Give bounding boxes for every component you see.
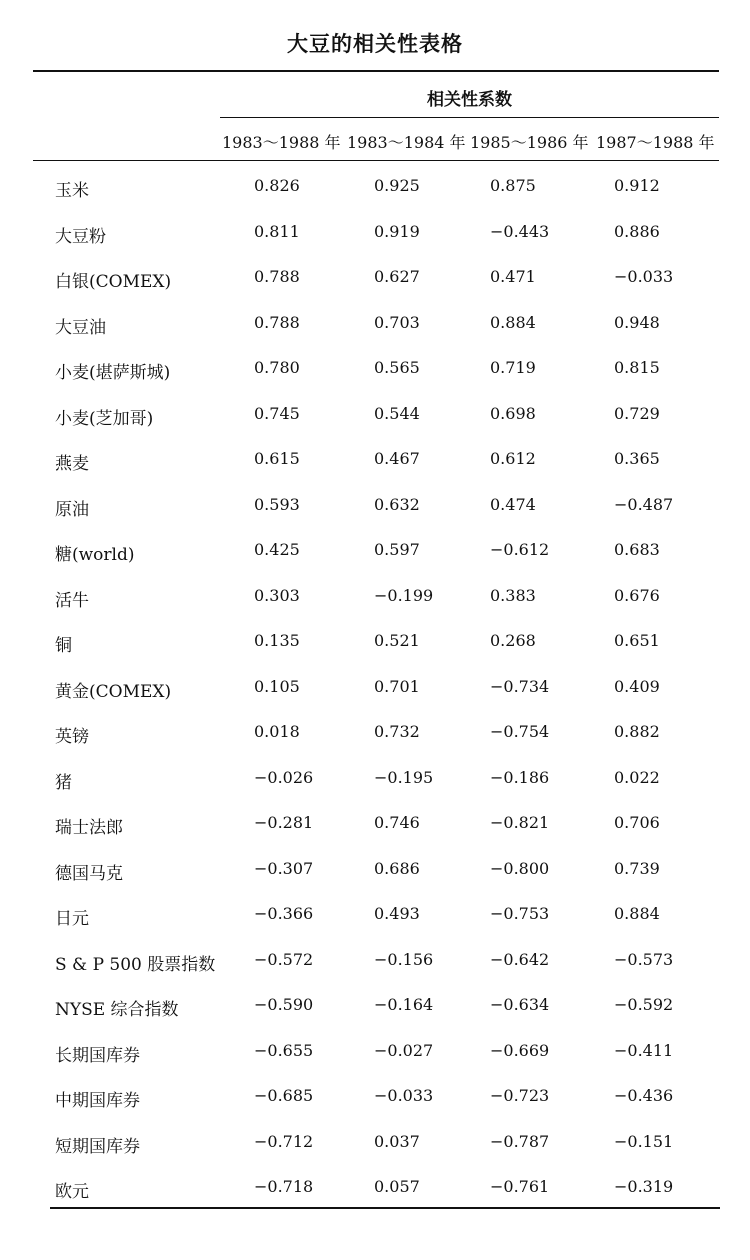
table-row bbox=[0, 892, 750, 938]
correlation-value: −0.590 bbox=[254, 995, 314, 1014]
correlation-value: 0.948 bbox=[614, 312, 660, 332]
correlation-value: 0.826 bbox=[254, 176, 300, 195]
correlation-value: −0.787 bbox=[490, 1131, 550, 1151]
row-label: 德国马克 bbox=[55, 863, 123, 884]
correlation-value: 0.615 bbox=[254, 449, 300, 468]
correlation-value: 0.703 bbox=[374, 312, 420, 332]
correlation-value: 0.105 bbox=[254, 676, 300, 696]
table-row bbox=[0, 847, 750, 893]
correlation-value: −0.754 bbox=[490, 722, 550, 741]
row-label: 长期国库券 bbox=[55, 1045, 140, 1066]
correlation-value: 0.593 bbox=[254, 494, 300, 514]
correlation-value: −0.281 bbox=[254, 813, 314, 832]
correlation-value: −0.712 bbox=[254, 1131, 314, 1151]
correlation-value: −0.307 bbox=[254, 858, 314, 878]
table-row bbox=[0, 1165, 750, 1211]
row-label: 短期国库券 bbox=[55, 1136, 140, 1157]
row-label: 糖(world) bbox=[55, 545, 135, 565]
table-row bbox=[0, 938, 750, 984]
correlation-value: −0.027 bbox=[374, 1040, 434, 1060]
table-row bbox=[0, 665, 750, 711]
correlation-value: −0.655 bbox=[254, 1040, 314, 1060]
row-label: 小麦(堪萨斯城) bbox=[55, 363, 171, 383]
correlation-value: 0.686 bbox=[374, 858, 420, 878]
correlation-value: 0.057 bbox=[374, 1177, 420, 1196]
correlation-value: 0.729 bbox=[614, 403, 660, 423]
table-row bbox=[0, 255, 750, 301]
correlation-value: 0.719 bbox=[490, 358, 536, 377]
correlation-value: 0.474 bbox=[490, 494, 536, 514]
correlation-value: 0.745 bbox=[254, 403, 300, 423]
correlation-value: 0.683 bbox=[614, 540, 660, 559]
correlation-value: −0.669 bbox=[490, 1040, 550, 1060]
correlation-value: −0.319 bbox=[614, 1177, 674, 1196]
table-row bbox=[0, 392, 750, 438]
correlation-value: 0.037 bbox=[374, 1131, 420, 1151]
correlation-value: 0.135 bbox=[254, 631, 300, 650]
correlation-value: 0.676 bbox=[614, 585, 660, 605]
correlation-value: −0.718 bbox=[254, 1177, 314, 1196]
correlation-value: 0.612 bbox=[490, 449, 536, 468]
correlation-value: −0.753 bbox=[490, 904, 550, 923]
table-row bbox=[0, 1120, 750, 1166]
top-rule bbox=[33, 70, 719, 72]
correlation-value: 0.467 bbox=[374, 449, 420, 468]
table-row bbox=[0, 574, 750, 620]
correlation-value: −0.634 bbox=[490, 995, 550, 1014]
correlation-value: −0.199 bbox=[374, 585, 434, 605]
table-row bbox=[0, 756, 750, 802]
correlation-value: 0.383 bbox=[490, 585, 536, 605]
correlation-value: −0.612 bbox=[490, 540, 550, 559]
row-label: 日元 bbox=[55, 909, 89, 929]
correlation-value: −0.821 bbox=[490, 813, 550, 832]
row-label: 欧元 bbox=[55, 1182, 89, 1202]
correlation-value: −0.033 bbox=[374, 1086, 434, 1105]
table-row bbox=[0, 210, 750, 256]
table-row bbox=[0, 710, 750, 756]
correlation-value: 0.698 bbox=[490, 403, 536, 423]
table-row bbox=[0, 983, 750, 1029]
correlation-value: −0.156 bbox=[374, 949, 434, 969]
table-body bbox=[0, 164, 750, 1211]
correlation-value: −0.366 bbox=[254, 904, 314, 923]
table-row bbox=[0, 619, 750, 665]
table-row bbox=[0, 801, 750, 847]
column-header: 1983～1988 年 bbox=[222, 133, 341, 152]
row-label: 中期国库券 bbox=[55, 1091, 140, 1111]
table-row bbox=[0, 1029, 750, 1075]
row-label: 小麦(芝加哥) bbox=[55, 408, 154, 429]
correlation-value: 0.732 bbox=[374, 722, 420, 741]
correlation-value: 0.022 bbox=[614, 767, 660, 787]
correlation-value: 0.788 bbox=[254, 312, 300, 332]
row-label: 燕麦 bbox=[55, 454, 89, 474]
row-label: 英镑 bbox=[55, 727, 89, 747]
correlation-value: 0.303 bbox=[254, 585, 300, 605]
correlation-value: 0.632 bbox=[374, 494, 420, 514]
table-row bbox=[0, 483, 750, 529]
correlation-value: 0.811 bbox=[254, 221, 300, 241]
correlation-value: 0.701 bbox=[374, 676, 420, 696]
correlation-value: 0.912 bbox=[614, 176, 660, 195]
correlation-value: −0.572 bbox=[254, 949, 314, 969]
correlation-value: −0.186 bbox=[490, 767, 550, 787]
row-label: 活牛 bbox=[55, 590, 89, 611]
correlation-value: −0.436 bbox=[614, 1086, 674, 1105]
correlation-value: −0.761 bbox=[490, 1177, 550, 1196]
correlation-value: 0.597 bbox=[374, 540, 420, 559]
correlation-value: 0.884 bbox=[614, 904, 660, 923]
correlation-value: 0.409 bbox=[614, 676, 660, 696]
correlation-value: −0.164 bbox=[374, 995, 434, 1014]
correlation-value: −0.573 bbox=[614, 949, 674, 969]
correlation-value: −0.642 bbox=[490, 949, 550, 969]
row-label: 铜 bbox=[55, 636, 72, 656]
correlation-value: −0.411 bbox=[614, 1040, 674, 1060]
table-row bbox=[0, 346, 750, 392]
table-row bbox=[0, 528, 750, 574]
correlation-value: 0.815 bbox=[614, 358, 660, 377]
correlation-value: 0.882 bbox=[614, 722, 660, 741]
correlation-value: −0.195 bbox=[374, 767, 434, 787]
correlation-value: −0.800 bbox=[490, 858, 550, 878]
correlation-value: 0.544 bbox=[374, 403, 420, 423]
table-title: 大豆的相关性表格 bbox=[287, 32, 463, 56]
correlation-value: 0.706 bbox=[614, 813, 660, 832]
correlation-value: −0.487 bbox=[614, 494, 674, 514]
correlation-value: 0.739 bbox=[614, 858, 660, 878]
group-rule bbox=[220, 117, 719, 118]
correlation-value: −0.026 bbox=[254, 767, 314, 787]
correlation-value: 0.746 bbox=[374, 813, 420, 832]
correlation-value: 0.018 bbox=[254, 722, 300, 741]
correlation-value: 0.651 bbox=[614, 631, 660, 650]
row-label: 大豆油 bbox=[55, 317, 106, 338]
table-row bbox=[0, 1074, 750, 1120]
row-label: NYSE 综合指数 bbox=[55, 1000, 179, 1020]
column-header: 1987～1988 年 bbox=[596, 133, 715, 152]
table-row bbox=[0, 437, 750, 483]
correlation-value: −0.592 bbox=[614, 995, 674, 1014]
correlation-value: 0.565 bbox=[374, 358, 420, 377]
correlation-value: −0.033 bbox=[614, 267, 674, 286]
row-label: 瑞士法郎 bbox=[55, 818, 123, 838]
correlation-value: −0.151 bbox=[614, 1131, 674, 1151]
correlation-value: 0.471 bbox=[490, 267, 536, 286]
table-row bbox=[0, 301, 750, 347]
header-rule bbox=[33, 160, 719, 161]
row-label: 白银(COMEX) bbox=[55, 272, 172, 292]
correlation-value: 0.788 bbox=[254, 267, 300, 286]
correlation-value: 0.365 bbox=[614, 449, 660, 468]
correlation-value: 0.521 bbox=[374, 631, 420, 650]
correlation-value: −0.723 bbox=[490, 1086, 550, 1105]
correlation-value: 0.493 bbox=[374, 904, 420, 923]
correlation-value: −0.685 bbox=[254, 1086, 314, 1105]
group-header: 相关性系数 bbox=[427, 90, 512, 110]
table-row bbox=[0, 164, 750, 210]
correlation-value: 0.780 bbox=[254, 358, 300, 377]
correlation-value: 0.875 bbox=[490, 176, 536, 195]
correlation-value: 0.925 bbox=[374, 176, 420, 195]
correlation-value: −0.734 bbox=[490, 676, 550, 696]
correlation-value: 0.884 bbox=[490, 312, 536, 332]
row-label: 玉米 bbox=[55, 181, 89, 201]
bottom-rule bbox=[50, 1207, 720, 1209]
row-label: S & P 500 股票指数 bbox=[55, 954, 216, 975]
column-header: 1985～1986 年 bbox=[470, 133, 589, 152]
correlation-value: 0.627 bbox=[374, 267, 420, 286]
row-label: 大豆粉 bbox=[55, 226, 106, 247]
column-header: 1983～1984 年 bbox=[347, 133, 466, 152]
correlation-value: 0.919 bbox=[374, 221, 420, 241]
correlation-value: −0.443 bbox=[490, 221, 550, 241]
correlation-value: 0.268 bbox=[490, 631, 536, 650]
row-label: 猪 bbox=[55, 772, 72, 793]
correlation-value: 0.425 bbox=[254, 540, 300, 559]
correlation-value: 0.886 bbox=[614, 221, 660, 241]
row-label: 原油 bbox=[55, 499, 89, 520]
row-label: 黄金(COMEX) bbox=[55, 681, 172, 702]
